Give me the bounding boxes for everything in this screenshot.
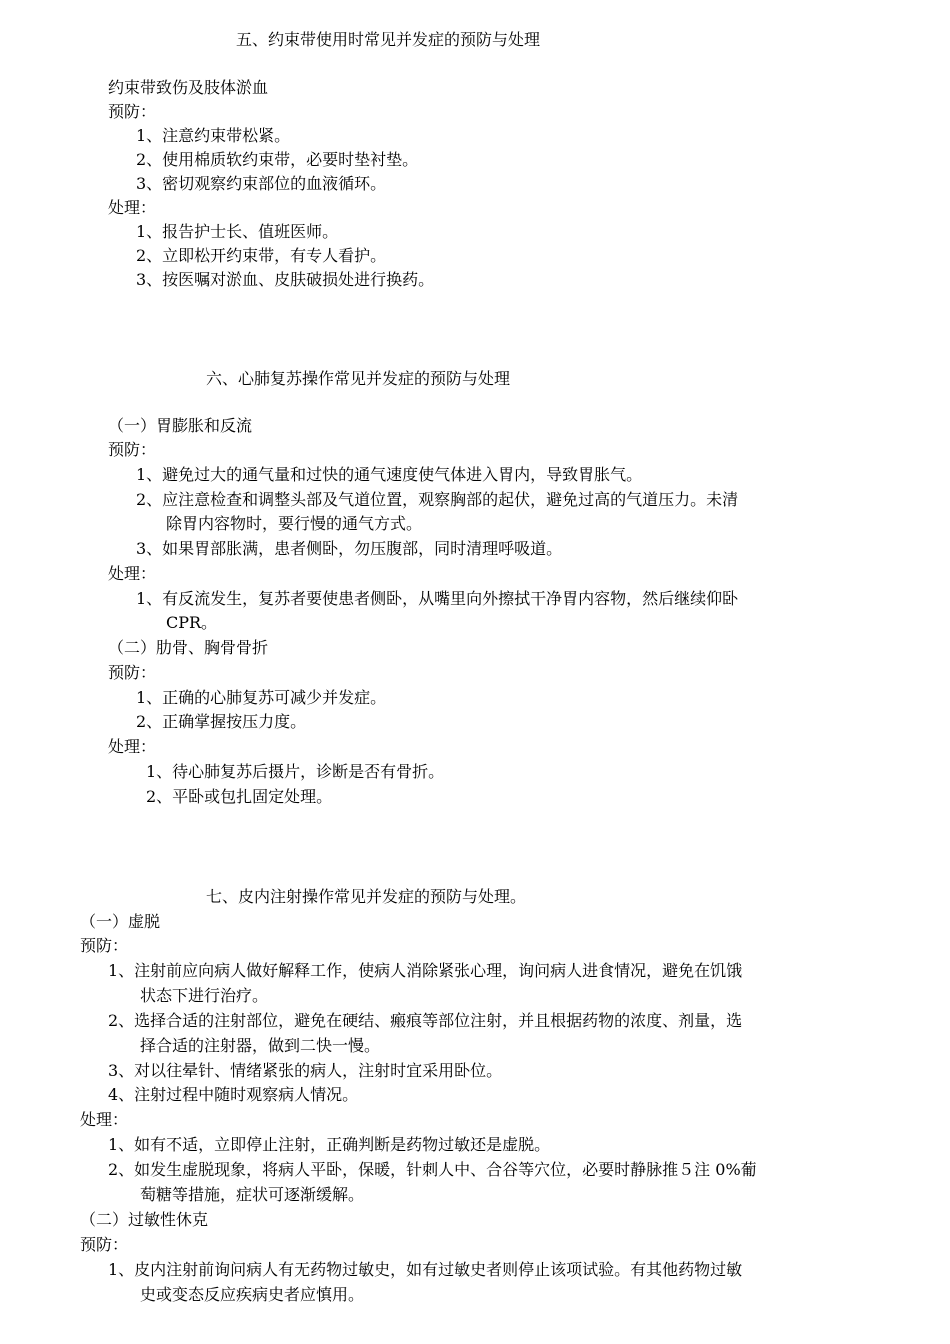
list-item: 3、按医嘱对淤血、皮肤破损处进行换药。 [136, 270, 435, 289]
prevent-label: 预防： [108, 440, 157, 459]
list-item: 1、待心肺复苏后摄片，诊断是否有骨折。 [146, 762, 445, 781]
list-item: 3、密切观察约束部位的血液循环。 [136, 174, 387, 193]
list-item: 1、报告护士长、值班医师。 [136, 222, 339, 241]
list-item: 1、注射前应向病人做好解释工作，使病人消除紧张心理，询问病人进食情况，避免在饥饿 [108, 961, 743, 980]
section-6-subheading-2: （二）肋骨、胸骨骨折 [108, 638, 269, 657]
list-item-continuation: CPR。 [166, 613, 218, 632]
list-item: 3、如果胃部胀满，患者侧卧，勿压腹部，同时清理呼吸道。 [136, 539, 563, 558]
treat-label: 处理： [108, 737, 157, 756]
list-item: 2、立即松开约束带，有专人看护。 [136, 246, 387, 265]
treat-label: 处理： [108, 198, 157, 217]
section-7-subheading-2: （二）过敏性休克 [80, 1210, 209, 1229]
list-item-continuation: 萄糖等措施，症状可逐渐缓解。 [140, 1185, 365, 1204]
section-6-subheading-1: （一）胃膨胀和反流 [108, 416, 253, 435]
list-item: 1、如有不适，立即停止注射，正确判断是药物过敏还是虚脱。 [108, 1135, 551, 1154]
list-item: 1、皮内注射前询问病人有无药物过敏史，如有过敏史者则停止该项试验。有其他药物过敏 [108, 1260, 743, 1279]
list-item: 4、注射过程中随时观察病人情况。 [108, 1085, 359, 1104]
list-item-continuation: 状态下进行治疗。 [140, 986, 269, 1005]
section-7-title: 七、皮内注射操作常见并发症的预防与处理。 [206, 887, 527, 906]
prevent-label: 预防： [108, 663, 157, 682]
list-item: 2、正确掌握按压力度。 [136, 712, 307, 731]
list-item: 2、应注意检查和调整头部及气道位置，观察胸部的起伏，避免过高的气道压力。未清 [136, 490, 739, 509]
section-6-title: 六、心肺复苏操作常见并发症的预防与处理 [206, 369, 511, 388]
list-item-continuation: 史或变态反应疾病史者应慎用。 [140, 1285, 365, 1304]
list-item-continuation: 除胃内容物时，要行慢的通气方式。 [166, 514, 423, 533]
list-item: 1、避免过大的通气量和过快的通气速度使气体进入胃内，导致胃胀气。 [136, 465, 643, 484]
list-item: 2、平卧或包扎固定处理。 [146, 787, 333, 806]
treat-label: 处理： [108, 564, 157, 583]
section-5-subheading: 约束带致伤及肢体淤血 [108, 78, 269, 97]
list-item: 2、选择合适的注射部位，避免在硬结、瘢痕等部位注射，并且根据药物的浓度、剂量，选 [108, 1011, 743, 1030]
prevent-label: 预防： [80, 936, 129, 955]
list-item: 2、使用棉质软约束带，必要时垫衬垫。 [136, 150, 419, 169]
list-item: 1、正确的心肺复苏可减少并发症。 [136, 688, 387, 707]
section-5-title: 五、约束带使用时常见并发症的预防与处理 [236, 30, 541, 49]
list-item: 3、对以往晕针、情绪紧张的病人，注射时宜采用卧位。 [108, 1061, 503, 1080]
list-item: 2、如发生虚脱现象，将病人平卧，保暖，针刺人中、合谷等穴位，必要时静脉推５注 0%葡 [108, 1160, 757, 1179]
list-item: 1、注意约束带松紧。 [136, 126, 291, 145]
prevent-label: 预防： [80, 1235, 129, 1254]
prevent-label: 预防： [108, 102, 157, 121]
list-item-continuation: 择合适的注射器，做到二快一慢。 [140, 1036, 381, 1055]
section-7-subheading-1: （一）虚脱 [80, 912, 161, 931]
treat-label: 处理： [80, 1110, 129, 1129]
list-item: 1、有反流发生，复苏者要使患者侧卧，从嘴里向外擦拭干净胃内容物，然后继续仰卧 [136, 589, 739, 608]
